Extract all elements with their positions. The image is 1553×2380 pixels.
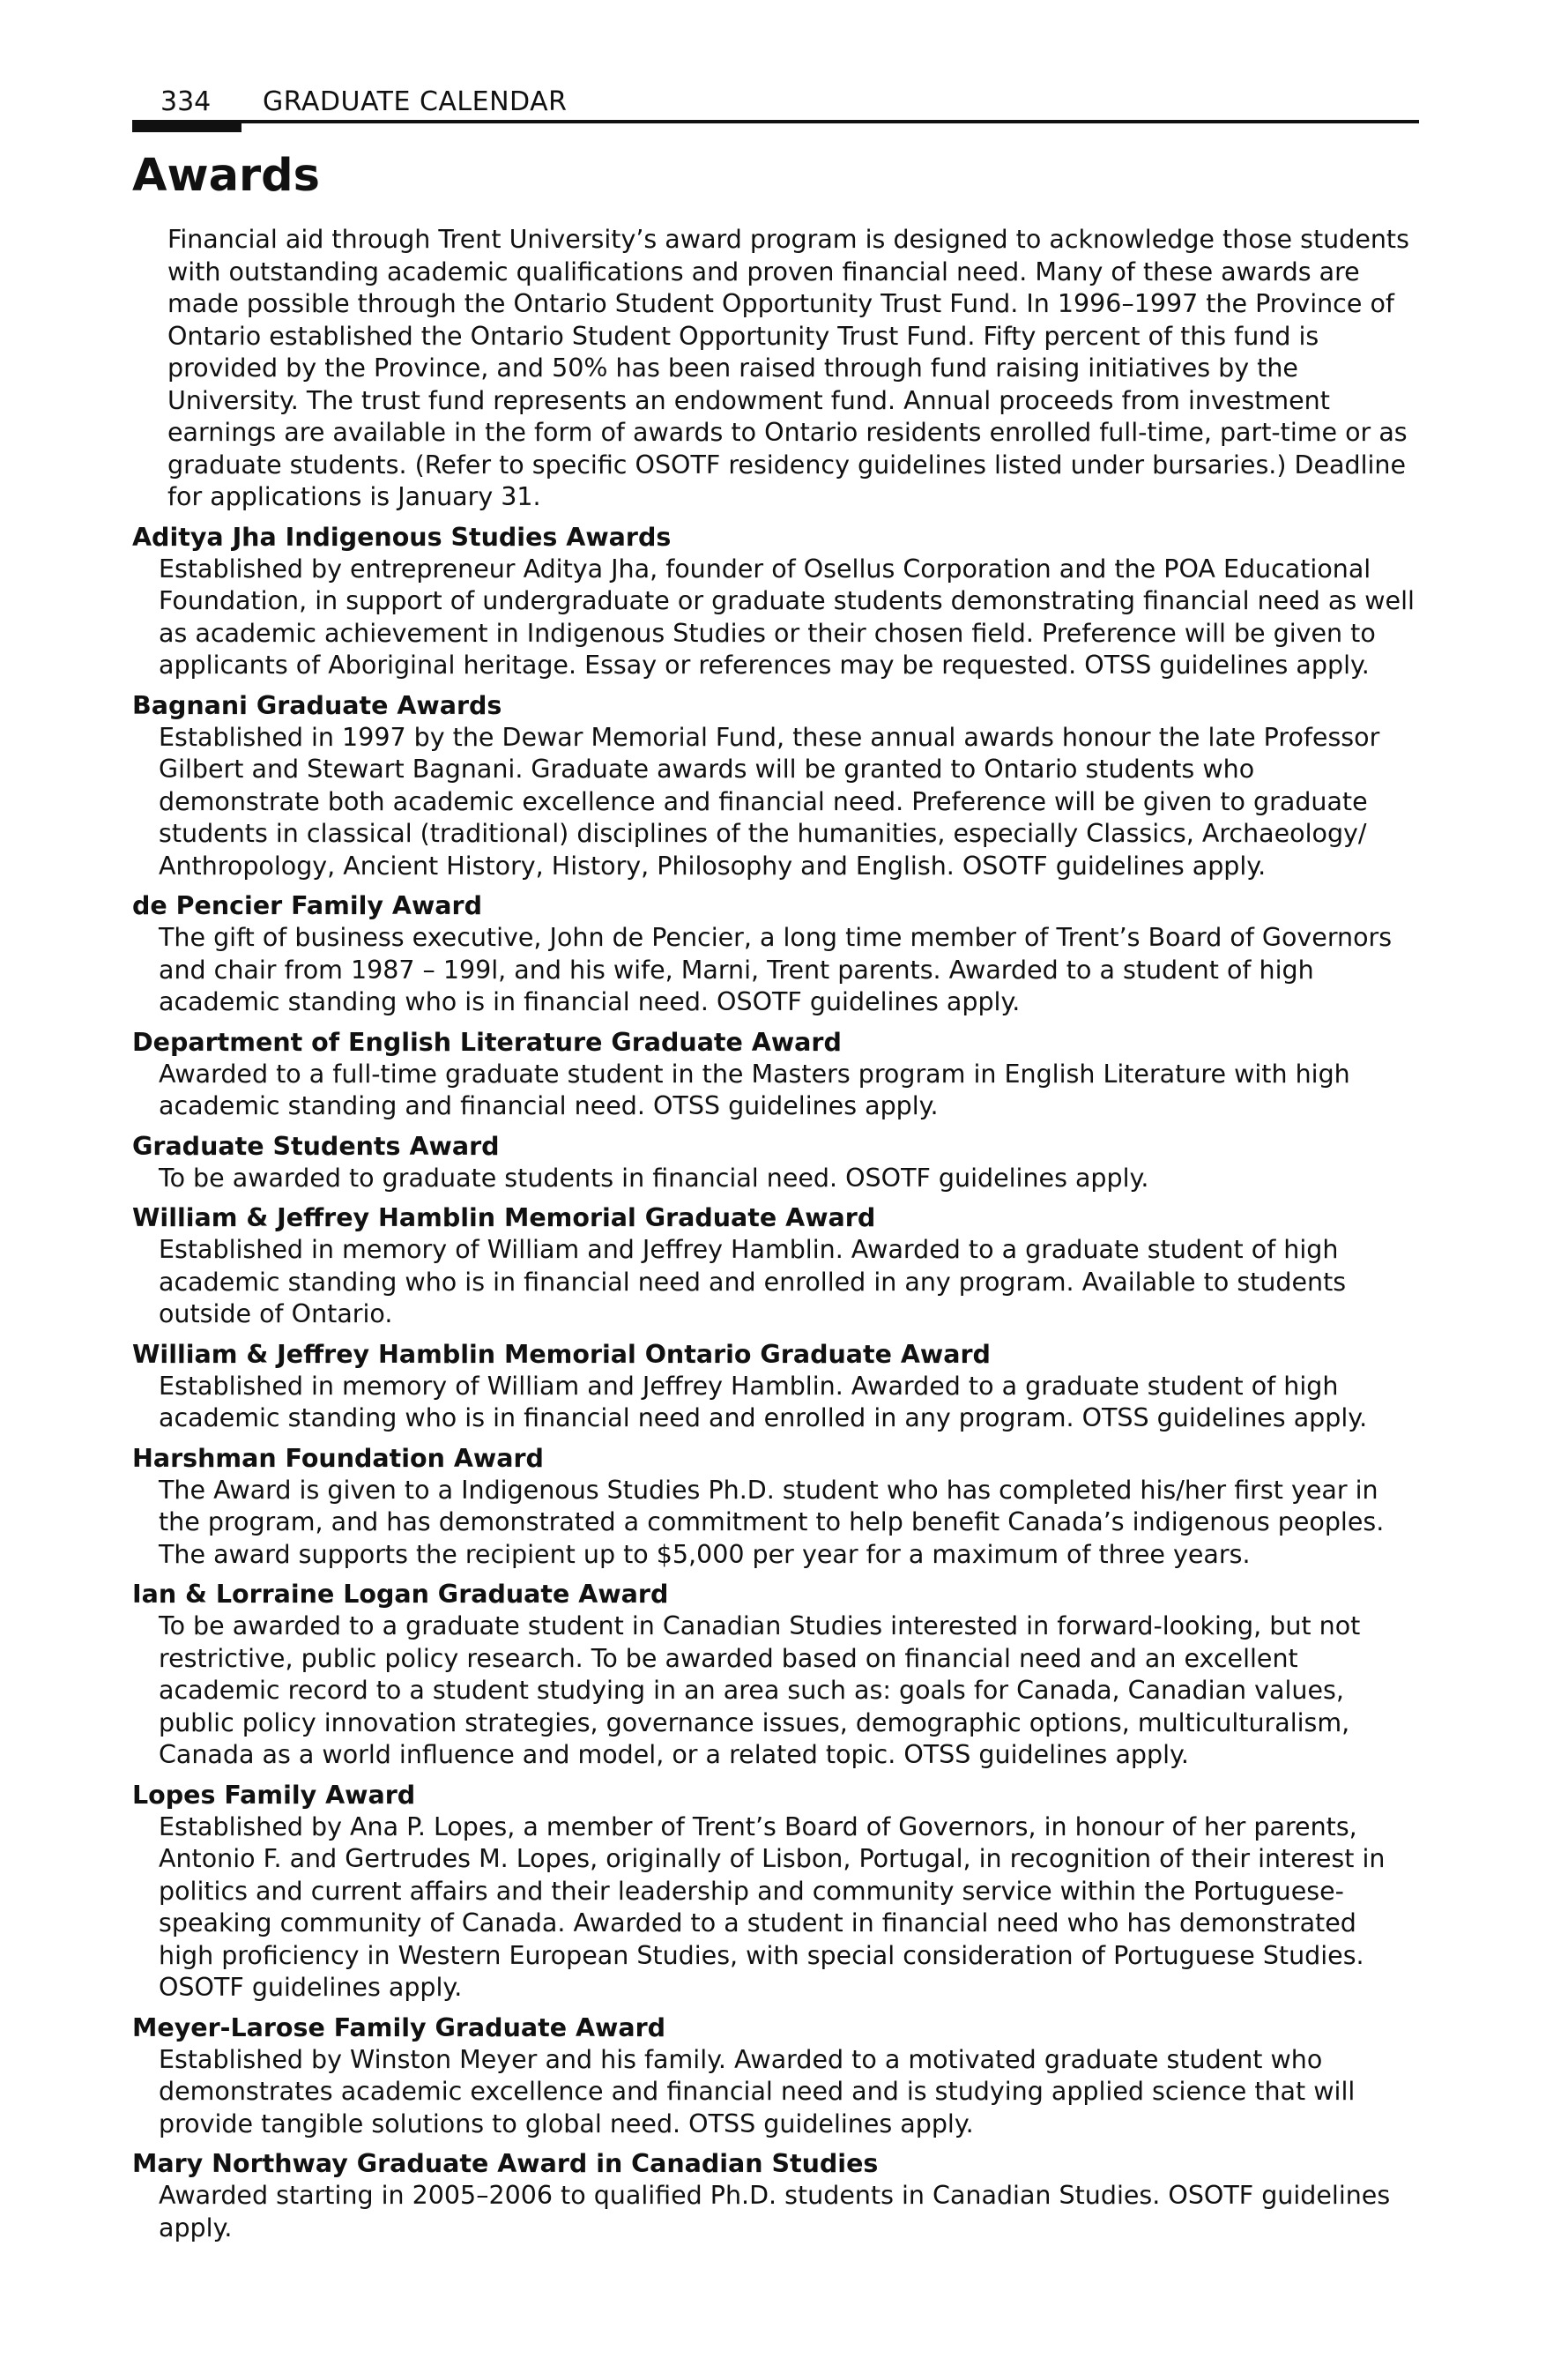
- award-entry: [132, 1201, 1419, 1331]
- running-header: [132, 78, 1419, 123]
- award-description: Awarded starting in 2005–2006 to qualified Ph.D. students in Canadian Studies. OSOTF guidelines apply.: [159, 2181, 1391, 2242]
- award-description: The Award is given to a Indigenous Studies Ph.D. student who has completed his/her first year in the program, and has demonstrated a commitment to help benefit Canada’s indigenous peoples. The award supports the recipient up to $5,000 per year for a maximum of three years.: [159, 1475, 1385, 1569]
- award-name: Mary Northway Graduate Award in Canadian Studies: [132, 2149, 879, 2178]
- award-entry: [132, 1578, 1419, 1772]
- award-name: Aditya Jha Indigenous Studies Awards: [132, 522, 672, 552]
- award-entry: [132, 2147, 1419, 2244]
- section-title: Awards: [132, 150, 321, 202]
- award-name: William & Jeffrey Hamblin Memorial Ontario Graduate Award: [132, 1339, 991, 1369]
- page-number: 334: [160, 86, 212, 117]
- header-rule: [132, 120, 1419, 123]
- award-description: Established in memory of William and Jeffrey Hamblin. Awarded to a graduate student of high academic standing who is in financial need and enrolled in any program. OTSS guidelines apply.: [159, 1371, 1368, 1432]
- award-description: Established by entrepreneur Aditya Jha, founder of Osellus Corporation and the POA Educational Foundation, in support of undergraduate or graduate students demonstrating financial need as well as academic achievement in Indigenous Studies or their chosen field. Preference will be given to applicants of Aboriginal heritage. Essay or references may be requested. OTSS guidelines apply.: [159, 554, 1415, 680]
- award-entry: [132, 1130, 1419, 1195]
- award-entry: [132, 1026, 1419, 1123]
- award-name: Meyer-Larose Family Graduate Award: [132, 2012, 666, 2042]
- awards-content: [132, 224, 1419, 2251]
- award-list: [132, 521, 1419, 2245]
- header-rule-block: [132, 120, 241, 132]
- award-entry: [132, 889, 1419, 1019]
- intro-paragraph: Financial aid through Trent University’s award program is designed to acknowledge those students with outstanding academic qualifications and proven financial need. Many of these awards are made possible through the Ontario Student Opportunity Trust Fund. In 1996–1997 the Province of Ontario established the Ontario Student Opportunity Trust Fund. Fifty percent of this fund is provided by the Province, and 50% has been raised through fund raising initiatives by the University. The trust fund represents an endowment fund. Annual proceeds from investment earnings are available in the form of awards to Ontario residents enrolled full-time, part-time or as graduate students. (Refer to specific OSOTF residency guidelines listed under bursaries.) Deadline for applications is January 31.: [167, 225, 1409, 511]
- award-description: Established by Winston Meyer and his family. Awarded to a motivated graduate student who demonstrates academic excellence and financial need and is studying applied science that will provide tangible solutions to global need. OTSS guidelines apply.: [159, 2044, 1356, 2138]
- running-title: GRADUATE CALENDAR: [263, 86, 568, 117]
- award-description: To be awarded to a graduate student in Canadian Studies interested in forward-looking, but not restrictive, public policy research. To be awarded based on financial need and an excellent academic record to a student studying in an area such as: goals for Canada, Canadian values, public policy innovation strategies, governance issues, demographic options, multiculturalism, Canada as a world influence and model, or a related topic. OTSS guidelines apply.: [159, 1611, 1361, 1769]
- award-description: Awarded to a full-time graduate student in the Masters program in English Literature with high academic standing and financial need. OTSS guidelines apply.: [159, 1059, 1350, 1120]
- award-name: Department of English Literature Graduate Award: [132, 1027, 842, 1057]
- award-name: Harshman Foundation Award: [132, 1443, 544, 1473]
- award-description: The gift of business executive, John de Pencier, a long time member of Trent’s Board of Governors and chair from 1987 – 199l, and his wife, Marni, Trent parents. Awarded to a student of high academic standing who is in financial need. OSOTF guidelines apply.: [159, 923, 1393, 1016]
- award-entry: [132, 1442, 1419, 1572]
- award-name: Ian & Lorraine Logan Graduate Award: [132, 1580, 669, 1609]
- award-name: Lopes Family Award: [132, 1780, 416, 1810]
- award-entry: [132, 521, 1419, 682]
- award-entry: [132, 1779, 1419, 2004]
- award-name: Graduate Students Award: [132, 1131, 500, 1161]
- award-description: To be awarded to graduate students in financial need. OSOTF guidelines apply.: [159, 1163, 1149, 1193]
- award-description: Established in memory of William and Jeffrey Hamblin. Awarded to a graduate student of high academic standing who is in financial need and enrolled in any program. Available to students outside of Ontario.: [159, 1235, 1347, 1328]
- award-name: William & Jeffrey Hamblin Memorial Graduate Award: [132, 1203, 876, 1232]
- award-entry: [132, 1338, 1419, 1435]
- award-name: de Pencier Family Award: [132, 891, 482, 920]
- award-entry: [132, 689, 1419, 883]
- award-name: Bagnani Graduate Awards: [132, 690, 502, 720]
- award-description: Established by Ana P. Lopes, a member of Trent’s Board of Governors, in honour of her parents, Antonio F. and Gertrudes M. Lopes, originally of Lisbon, Portugal, in recognition of their interest in politics and current affairs and their leadership and community service within the Portuguese-speaking community of Canada. Awarded to a student in financial need who has demonstrated high proficiency in Western European Studies, with special consideration of Portuguese Studies. OSOTF guidelines apply.: [159, 1811, 1386, 2002]
- award-description: Established in 1997 by the Dewar Memorial Fund, these annual awards honour the late Professor Gilbert and Stewart Bagnani. Graduate awards will be granted to Ontario students who demonstrate both academic excellence and financial need. Preference will be given to graduate students in classical (traditional) disciplines of the humanities, especially Classics, Archaeology/ Anthropology, Ancient History, History, Philosophy and English. OSOTF guidelines apply.: [159, 722, 1380, 881]
- award-entry: [132, 2012, 1419, 2141]
